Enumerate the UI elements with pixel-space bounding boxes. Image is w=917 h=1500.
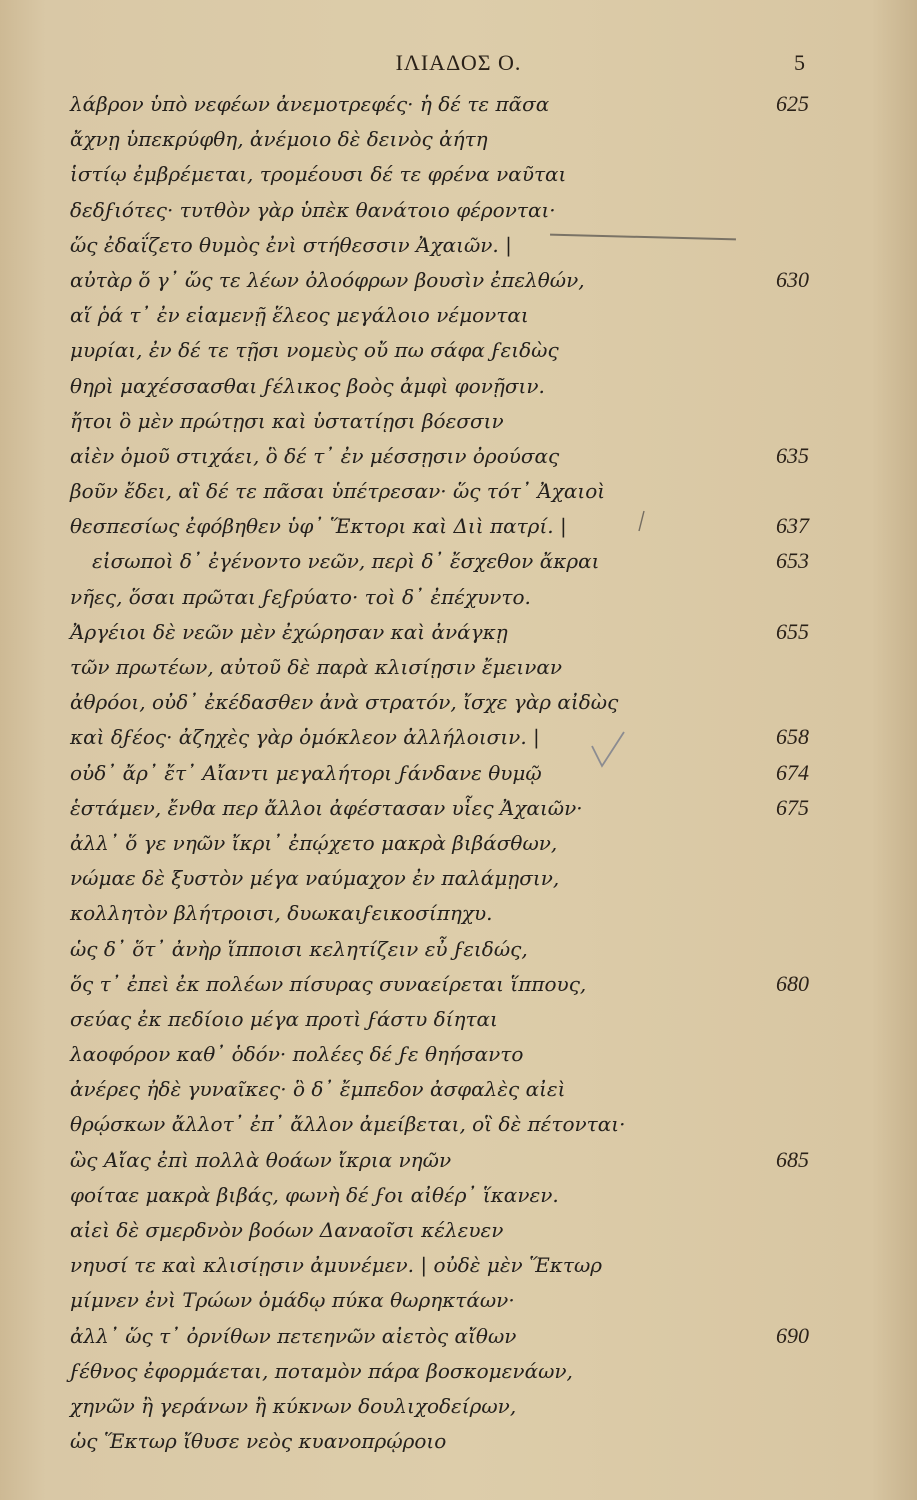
verse-line (0, 792, 917, 827)
verse-line (0, 721, 917, 756)
verse-text: λάβρον ὑπὸ νεφέων ἀνεμοτρεφές· ἡ δέ τε πᾶσα (70, 92, 550, 116)
verse-text: Ἀργέιοι δὲ νεῶν μὲν ἐχώρησαν καὶ ἀνάγκῃ (70, 619, 508, 644)
verse-line (0, 299, 917, 334)
verse-line (0, 88, 917, 123)
verse-text: τῶν πρωτέων, αὐτοῦ δὲ παρὰ κλισίῃσιν ἔμειναν (70, 655, 563, 679)
verse-text: θηρὶ μαχέσσασθαι ϝέλικος βοὸς ἀμφὶ φονῇσιν. (70, 373, 545, 398)
verse-text: αἰεὶ δὲ σμερδνὸν βοόων Δαναοῖσι κέλευεν (70, 1218, 504, 1242)
verse-line (0, 194, 917, 229)
verse-text: κολλητὸν βλήτροισι, δυωκαιϝεικοσίπηχυ. (70, 901, 493, 926)
verse-text: ὣς Αἴας ἐπὶ πολλὰ θοάων ἴκρια νηῶν (70, 1147, 452, 1172)
verse-text: ὥς ἐδαΐζετο θυμὸς ἐνὶ στήθεσσιν Ἀχαιῶν. | (70, 232, 512, 257)
verse-text: ὡς δ᾽ ὅτ᾽ ἀνὴρ ἵπποισι κελητίζειν εὖ ϝειδώς, (70, 936, 528, 961)
verse-line (0, 1108, 917, 1143)
verse-text: χηνῶν ἢ γεράνων ἢ κύκνων δουλιχοδείρων, (70, 1393, 517, 1418)
line-number: 685 (776, 1146, 809, 1172)
verse-text: μίμνεν ἐνὶ Τρώων ὁμάδῳ πύκα θωρηκτάων· (70, 1288, 515, 1313)
verse-line (0, 1038, 917, 1073)
line-number: 625 (776, 91, 809, 116)
verse-text: ἀλλ᾽ ὥς τ᾽ ὀρνίθων πετεηνῶν αἰετὸς αἴθων (70, 1323, 517, 1348)
line-number: 630 (776, 266, 809, 292)
verse-text: βοῦν ἔδει, αἳ δέ τε πᾶσαι ὑπέτρεσαν· ὥς τότ᾽ Ἀχαιοὶ (70, 479, 606, 504)
verse-line (0, 1003, 917, 1038)
verse-line (0, 1355, 917, 1390)
page-number: 5 (794, 50, 805, 75)
running-header (0, 50, 917, 80)
verse-text: ἀθρόοι, οὐδ᾽ ἐκέδασθεν ἀνὰ στρατόν, ἴσχε γὰρ αἰδὼς (70, 690, 619, 715)
verse-text: νῆες, ὅσαι πρῶται ϝεϝρύατο· τοὶ δ᾽ ἐπέχυντο. (70, 584, 531, 609)
verse-line (0, 651, 917, 686)
line-number: 690 (776, 1322, 809, 1348)
line-number: 653 (776, 548, 809, 574)
verse-line (0, 1249, 917, 1284)
verse-line (0, 545, 917, 580)
verse-line (0, 1425, 917, 1460)
verse-line (0, 1390, 917, 1425)
verse-text: ἀνέρες ἠδὲ γυναῖκες· ὃ δ᾽ ἔμπεδον ἀσφαλὲς αἰεὶ (70, 1077, 566, 1102)
verse-text: ἤτοι ὃ μὲν πρώτῃσι καὶ ὑστατίῃσι βόεσσιν (70, 408, 504, 433)
verse-text: ὡς Ἕκτωρ ἴθυσε νεὸς κυανοπρῴροιο (70, 1429, 447, 1454)
verse-text: θεσπεσίως ἐφόβηθεν ὑφ᾽ Ἕκτορι καὶ Διὶ πατρί. | (70, 514, 567, 539)
verse-text: ϝέθνος ἐφορμάεται, ποταμὸν πάρα βοσκομενάων, (70, 1358, 573, 1383)
running-title: ΙΛΙΑΔΟΣ Ο. (395, 50, 522, 75)
pencil-tick-mark (634, 510, 648, 532)
verse-text: νηυσί τε καὶ κλισίῃσιν ἀμυνέμεν. | οὐδὲ μὲν Ἕκτωρ (70, 1253, 603, 1278)
verse-line (0, 264, 917, 299)
verse-line (0, 1284, 917, 1319)
verse-line (0, 827, 917, 862)
verse-text: ἀλλ᾽ ὅ γε νηῶν ἴκρι᾽ ἐπῴχετο μακρὰ βιβάσθων, (70, 830, 558, 855)
verse-text: αἵ ῥά τ᾽ ἐν εἱαμενῇ ἕλεος μεγάλοιο νέμονται (70, 303, 529, 328)
verse-line (0, 123, 917, 158)
verse-text: λαοφόρον καθ᾽ ὁδόν· πολέες δέ ϝε θηήσαντο (70, 1042, 524, 1067)
verse-text: μυρίαι, ἐν δέ τε τῇσι νομεὺς οὔ πω σάφα ϝειδὼς (70, 338, 559, 363)
verse-line (0, 862, 917, 897)
verse-text: ὅς τ᾽ ἐπεὶ ἐκ πολέων πίσυρας συναείρεται ἵππους, (70, 971, 587, 996)
line-number: 680 (776, 970, 809, 996)
verse-line (0, 475, 917, 510)
verse-line (0, 1179, 917, 1214)
verse-text: εἰσωποὶ δ᾽ ἐγένοντο νεῶν, περὶ δ᾽ ἔσχεθον ἄκραι (92, 549, 600, 574)
verse-line (0, 370, 917, 405)
verse-line (0, 405, 917, 440)
verse-text: οὐδ᾽ ἄρ᾽ ἔτ᾽ Αἴαντι μεγαλήτορι ϝάνδανε θυμῷ (70, 760, 542, 785)
verse-line (0, 968, 917, 1003)
verse-text: αὐτὰρ ὅ γ᾽ ὥς τε λέων ὀλοόφρων βουσὶν ἐπελθών, (70, 267, 585, 292)
verse-line (0, 1320, 917, 1355)
verse-line (0, 1144, 917, 1179)
verse-line (0, 229, 917, 264)
verse-block (0, 88, 917, 1460)
verse-text: σεύας ἐκ πεδίοιο μέγα προτὶ ϝάστυ δίηται (70, 1006, 498, 1031)
line-number: 658 (776, 724, 809, 750)
verse-line (0, 897, 917, 932)
line-number: 637 (776, 513, 809, 539)
line-number: 635 (776, 442, 809, 468)
verse-text: θρῴσκων ἄλλοτ᾽ ἐπ᾽ ἄλλον ἀμείβεται, οἳ δὲ πέτονται· (70, 1112, 626, 1137)
verse-text: νώμαε δὲ ξυστὸν μέγα ναύμαχον ἐν παλάμῃσιν, (70, 866, 560, 891)
verse-text: ἱστίῳ ἐμβρέμεται, τρομέουσι δέ τε φρένα ναῦται (70, 162, 567, 187)
verse-text: ἄχνῃ ὑπεκρύφθη, ἀνέμοιο δὲ δεινὸς ἀήτη (70, 127, 488, 152)
verse-line (0, 440, 917, 475)
verse-text: καὶ δϝέος· ἀζηχὲς γὰρ ὁμόκλεον ἀλλήλοισιν. | (70, 725, 540, 750)
verse-line (0, 933, 917, 968)
verse-line (0, 581, 917, 616)
verse-line (0, 1073, 917, 1108)
line-number: 674 (776, 759, 809, 785)
verse-text: αἰὲν ὁμοῦ στιχάει, ὃ δέ τ᾽ ἐν μέσσῃσιν ὀρούσας (70, 443, 560, 468)
line-number: 675 (776, 794, 809, 820)
pencil-check-mark (588, 728, 628, 773)
verse-line (0, 757, 917, 792)
verse-line (0, 510, 917, 545)
verse-text: ἑστάμεν, ἔνθα περ ἄλλοι ἀφέστασαν υἷες Ἀχαιῶν· (70, 795, 583, 820)
verse-line (0, 158, 917, 193)
verse-text: δεδϝιότες· τυτθὸν γὰρ ὑπὲκ θανάτοιο φέρονται· (70, 197, 556, 222)
verse-line (0, 686, 917, 721)
verse-line (0, 1214, 917, 1249)
line-number: 655 (776, 618, 809, 644)
verse-line (0, 334, 917, 369)
verse-text: φοίταε μακρὰ βιβάς, φωνὴ δέ ϝοι αἰθέρ᾽ ἵκανεν. (70, 1182, 559, 1207)
verse-line (0, 616, 917, 651)
